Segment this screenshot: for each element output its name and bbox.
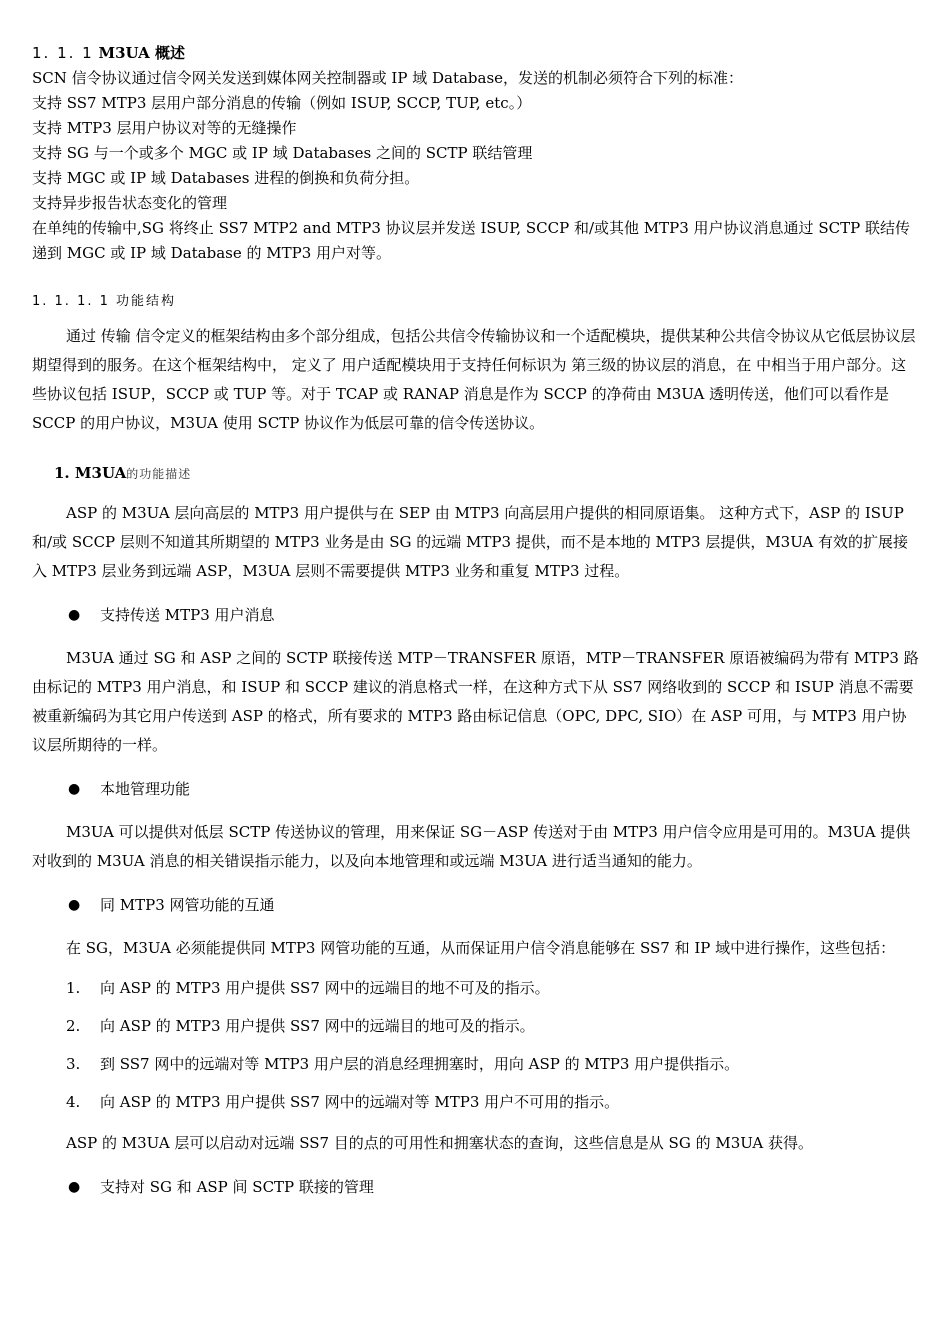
bullet-icon: ● (68, 781, 81, 797)
intro-line: 在单纯的传输中,SG 将终止 SS7 MTP2 and MTP3 协议层并发送 ISUP, SCCP 和/或其他 MTP3 用户协议消息通过 SCTP 联结传递到 MGC 或 IP 域 Database 的 MTP3 用户对等。 (32, 219, 910, 262)
list-number: 3. (66, 1055, 81, 1073)
document-page (32, 42, 920, 1216)
bullet-icon: ● (68, 1179, 81, 1195)
subheading-number: 1. 1. 1. 1 (32, 294, 110, 309)
bullet-1-paragraph: M3UA 通过 SG 和 ASP 之间的 SCTP 联接传送 MTP－TRANSFER 原语，MTP－TRANSFER 原语被编码为带有 MTP3 路由标记的 MTP3 用户消息，和 ISUP 和 SCCP 建议的消息格式一样，在这种方式下从 SS7 网络收到的 SCCP 和 ISUP 消息不需要被重新编码为其它用户传送到 ASP 的格式，所有要求的 MTP3 路由标记信息（OPC, DPC, SIO）在 ASP 可用，与 MTP3 用户协议层所期待的一样。 (32, 649, 919, 754)
bullet-label: 支持传送 MTP3 用户消息 (100, 606, 275, 624)
section-1-suffix: 的功能描述 (126, 467, 192, 481)
subheading-title: 功能结构 (116, 294, 177, 309)
bullet-item (68, 1176, 920, 1198)
section-1-paragraph: ASP 的 M3UA 层向高层的 MTP3 用户提供与在 SEP 由 MTP3 向高层用户提供的相同原语集。 这种方式下，ASP 的 ISUP 和/或 SCCP 层则不知道其所期望的 MTP3 业务是由 SG 的远端 MTP3 提供，而不是本地的 MTP3 层提供，M3UA 有效的扩展接入 MTP3 层业务到远端 ASP，M3UA 层则不需要提供 MTP3 业务和重复 MTP3 过程。 (32, 504, 909, 580)
intro-line: 支持 SG 与一个或多个 MGC 或 IP 域 Databases 之间的 SCTP 联结管理 (32, 144, 533, 162)
list-item (66, 977, 920, 999)
bullet-label: 同 MTP3 网管功能的互通 (100, 896, 275, 914)
intro-line: SCN 信令协议通过信令网关发送到媒体网关控制器或 IP 域 Database，发送的机制必须符合下列的标准： (32, 69, 744, 87)
heading-number: 1. 1. 1 (32, 44, 94, 62)
numbered-list (32, 977, 920, 1113)
bullet-item (68, 604, 920, 626)
bullet-2-paragraph: M3UA 可以提供对低层 SCTP 传送协议的管理，用来保证 SG－ASP 传送对于由 MTP3 用户信令应用是可用的。M3UA 提供对收到的 M3UA 消息的相关错误指示能力，以及向本地管理和或远端 M3UA 进行适当通知的能力。 (32, 823, 911, 870)
architecture-paragraph: 通过 传输 信令定义的框架结构由多个部分组成，包括公共信令传输协议和一个适配模块，提供某种公共信令协议从它低层协议层期望得到的服务。在这个框架结构中， 定义了 用户适配模块用于支持任何标识为 第三级的协议层的消息，在 中相当于用户部分。这些协议包括 ISUP，SCCP 或 TUP 等。对于 TCAP 或 RANAP 消息是作为 SCCP 的净荷由 M3UA 透明传送，他们可以看作是 SCCP 的用户协议，M3UA 使用 SCTP 协议作为低层可靠的信令传送协议。 (32, 327, 916, 432)
section-heading (32, 42, 920, 64)
list-number: 1. (66, 979, 81, 997)
section-1-number: 1. (54, 464, 70, 482)
list-number: 2. (66, 1017, 81, 1035)
intro-line: 支持 MGC 或 IP 域 Databases 进程的倒换和负荷分担。 (32, 169, 420, 187)
closing-paragraph: ASP 的 M3UA 层可以启动对远端 SS7 目的点的可用性和拥塞状态的查询，这些信息是从 SG 的 M3UA 获得。 (66, 1134, 814, 1152)
heading-title: M3UA 概述 (98, 44, 186, 62)
list-item (66, 1053, 920, 1075)
bullet-icon: ● (68, 607, 81, 623)
section-1-heading (54, 462, 920, 485)
bullet-item (68, 778, 920, 800)
intro-line: 支持 MTP3 层用户协议对等的无缝操作 (32, 119, 297, 137)
bullet-icon: ● (68, 897, 81, 913)
intro-line: 支持 SS7 MTP3 层用户部分消息的传输（例如 ISUP, SCCP, TUP, etc。） (32, 94, 532, 112)
intro-line: 支持异步报告状态变化的管理 (32, 194, 228, 212)
list-item (66, 1091, 920, 1113)
bullet-item (68, 894, 920, 916)
list-text: 向 ASP 的 MTP3 用户提供 SS7 网中的远端目的地不可及的指示。 (100, 979, 550, 997)
subsection-heading (32, 292, 920, 312)
list-text: 到 SS7 网中的远端对等 MTP3 用户层的消息经理拥塞时，用向 ASP 的 MTP3 用户提供指示。 (100, 1055, 740, 1073)
bullet-label: 本地管理功能 (100, 780, 191, 798)
list-item (66, 1015, 920, 1037)
section-1-title: M3UA (74, 464, 127, 482)
list-number: 4. (66, 1093, 81, 1111)
list-text: 向 ASP 的 MTP3 用户提供 SS7 网中的远端对等 MTP3 用户不可用的指示。 (100, 1093, 620, 1111)
intro-block (32, 66, 920, 266)
bullet-label: 支持对 SG 和 ASP 间 SCTP 联接的管理 (100, 1178, 374, 1196)
list-text: 向 ASP 的 MTP3 用户提供 SS7 网中的远端目的地可及的指示。 (100, 1017, 535, 1035)
bullet-3-paragraph: 在 SG，M3UA 必须能提供同 MTP3 网管功能的互通，从而保证用户信令消息能够在 SS7 和 IP 域中进行操作，这些包括： (66, 939, 896, 957)
